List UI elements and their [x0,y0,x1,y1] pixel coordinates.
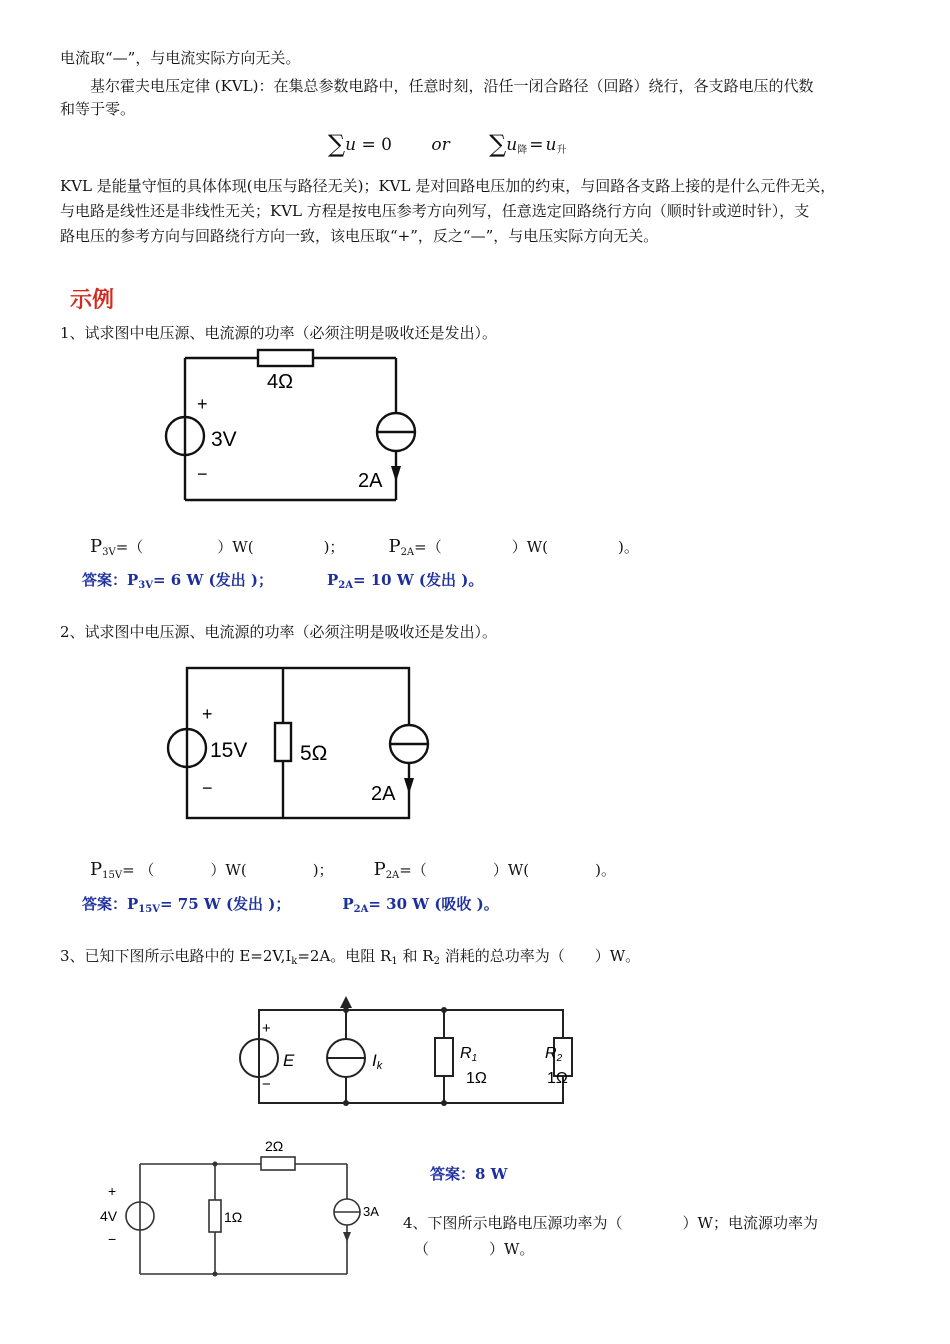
q2-resistor-label: 5Ω [300,742,328,765]
answer-p-sub: 3V [138,580,154,591]
answer-value: = 30 W (吸收 )。 [368,895,499,913]
answer-p: P [127,895,139,913]
q3-minus: − [262,1076,271,1093]
arrow-up-icon [340,996,352,1008]
q3-r1-value: 1Ω [466,1070,487,1087]
current-arrow-icon [391,466,401,482]
junction-dot [213,1272,218,1277]
q4-plus: + [108,1183,117,1199]
junction-dot [441,1100,447,1106]
close-paren: )。 [595,861,616,879]
kvl-formula [328,130,566,158]
q2-minus: − [202,778,213,798]
p-symbol: P [90,859,103,880]
q1-plus: + [197,394,208,414]
outer-loop-wire [259,1010,563,1103]
junction-dot [343,1100,349,1106]
q2-blank-line [90,859,616,887]
sub: k [291,956,298,967]
p-sub: 3V [102,547,116,558]
q1-answer [82,569,483,591]
formula-eq-2: = [529,135,544,155]
q3-text: 和 R [397,947,434,965]
answer-p: P [127,571,139,589]
q3-answer [430,1163,508,1184]
answer-label: 答案： [82,895,128,913]
kvl-note-line2: 与电路是线性还是非线性无关；KVL 方程是按电压参考方向列写，任意选定回路绕行方向（顺时针或逆时针），支 [60,202,810,220]
q2-answer [82,893,499,915]
answer-value: = 10 W (发出 )。 [352,571,484,589]
kvl-note-line3: 路电压的参考方向与回路绕行方向一致，该电压取“+”，反之“—”，与电压实际方向无关。 [60,227,659,245]
q4-current-label: 3A [363,1204,379,1219]
kvl-definition-line2: 和等于零。 [60,100,136,118]
sub: 2 [433,956,440,967]
q2-current-label: 2A [371,783,396,805]
resistor-4ohm [258,350,313,366]
answer-p: P [326,571,339,589]
close-paren: )； [323,538,345,556]
p-sub: 15V [102,870,123,881]
resistor-r1 [435,1038,453,1076]
p-symbol: P [90,536,103,557]
open-paren: = （ [122,861,155,879]
section-title: 示例 [70,288,115,313]
open-paren: =（ [414,538,442,556]
formula-or: or [431,135,450,155]
answer-p-sub: 15V [138,904,160,915]
q3-e-label: E [283,1051,295,1070]
current-arrow-icon [404,778,414,794]
q4-question-line1: 4、下图所示电路电压源功率为（ ）W；电流源功率为 [403,1214,818,1232]
junction-dot [441,1007,447,1013]
q4-circuit-diagram [95,1132,395,1282]
open-paren: =（ [399,861,427,879]
q3-question [60,945,640,973]
q3-circuit-diagram [232,990,582,1115]
q4-voltage-label: 4V [100,1208,118,1224]
q4-minus: − [108,1231,117,1247]
answer-label: 答案： [430,1165,476,1183]
resistor-5ohm [275,723,291,761]
q1-blank-line [90,536,639,564]
q3-plus: + [262,1020,271,1037]
formula-sub-drop: 降 [517,145,528,156]
formula-var: u [345,135,357,155]
kvl-definition-line1: 基尔霍夫电压定律 (KVL)：在集总参数电路中，任意时刻，沿任一闭合路径（回路）绕行，各支路电压的代数 [90,77,814,95]
answer-value: 8 W [475,1165,508,1183]
q2-plus: + [202,704,213,724]
resistor-1ohm [209,1200,221,1232]
q4-r-top-label: 2Ω [265,1138,284,1154]
p-sub: 2A [385,870,400,881]
unit-w: ）W( [210,861,247,879]
resistor-2ohm [261,1157,295,1170]
q1-circuit-diagram [155,348,425,510]
q4-question-line2: （ ）W。 [414,1240,535,1258]
formula-var-3: u [545,135,557,155]
answer-p-sub: 2A [353,904,369,915]
answer-value: = 6 W (发出 )； [153,571,273,589]
unit-w: ）W( [492,861,530,879]
open-paren: =（ [115,538,144,556]
q3-r2-label: R2 [545,1045,563,1064]
close-paren: )。 [618,538,639,556]
intro-line: 电流取“—”，与电流实际方向无关。 [60,49,301,67]
junction-dot [343,1007,349,1013]
kvl-note-line1: KVL 是能量守恒的具体体现(电压与路径无关)；KVL 是对回路电压加的约束，与回路各支路上接的是什么元件无关， [60,177,836,195]
sum-symbol-2: ∑ [489,130,507,158]
q2-circuit-diagram [160,660,440,825]
q1-current-label: 2A [358,470,383,492]
formula-sub-rise: 升 [556,145,567,156]
q1-question: 1、试求图中电压源、电流源的功率（必须注明是吸收还是发出）。 [60,324,498,342]
p-symbol: P [388,536,401,557]
q3-text: 消耗的总功率为（ ）W。 [439,947,641,965]
unit-w: ）W( [217,538,254,556]
answer-p: P [342,895,354,913]
q3-ik-label: Ik [372,1051,383,1072]
sum-symbol: ∑ [328,130,346,158]
answer-value: = 75 W (发出 )； [159,895,291,913]
answer-p-sub: 2A [338,580,353,591]
q2-voltage-label: 15V [210,739,248,762]
q3-r1-label: R1 [460,1045,478,1064]
p-sub: 2A [400,547,415,558]
close-paren: )； [312,861,334,879]
unit-w: ）W( [511,538,549,556]
q3-text: =2A。电阻 R [297,947,392,965]
q1-resistor-label: 4Ω [267,371,294,393]
p-symbol: P [373,859,386,880]
q1-voltage-label: 3V [211,428,237,451]
q3-text: 3、已知下图所示电路中的 E=2V,I [60,947,292,965]
answer-label: 答案： [82,571,128,589]
formula-var-2: u [506,135,518,155]
q3-r2-value: 1Ω [547,1070,568,1087]
formula-eq: = 0 [356,135,392,155]
sub: 1 [391,956,398,967]
q4-r-mid-label: 1Ω [224,1209,243,1225]
current-arrow-icon [343,1232,351,1242]
q1-minus: − [197,464,208,484]
q2-question: 2、试求图中电压源、电流源的功率（必须注明是吸收还是发出）。 [60,623,498,641]
junction-dot [213,1162,218,1167]
